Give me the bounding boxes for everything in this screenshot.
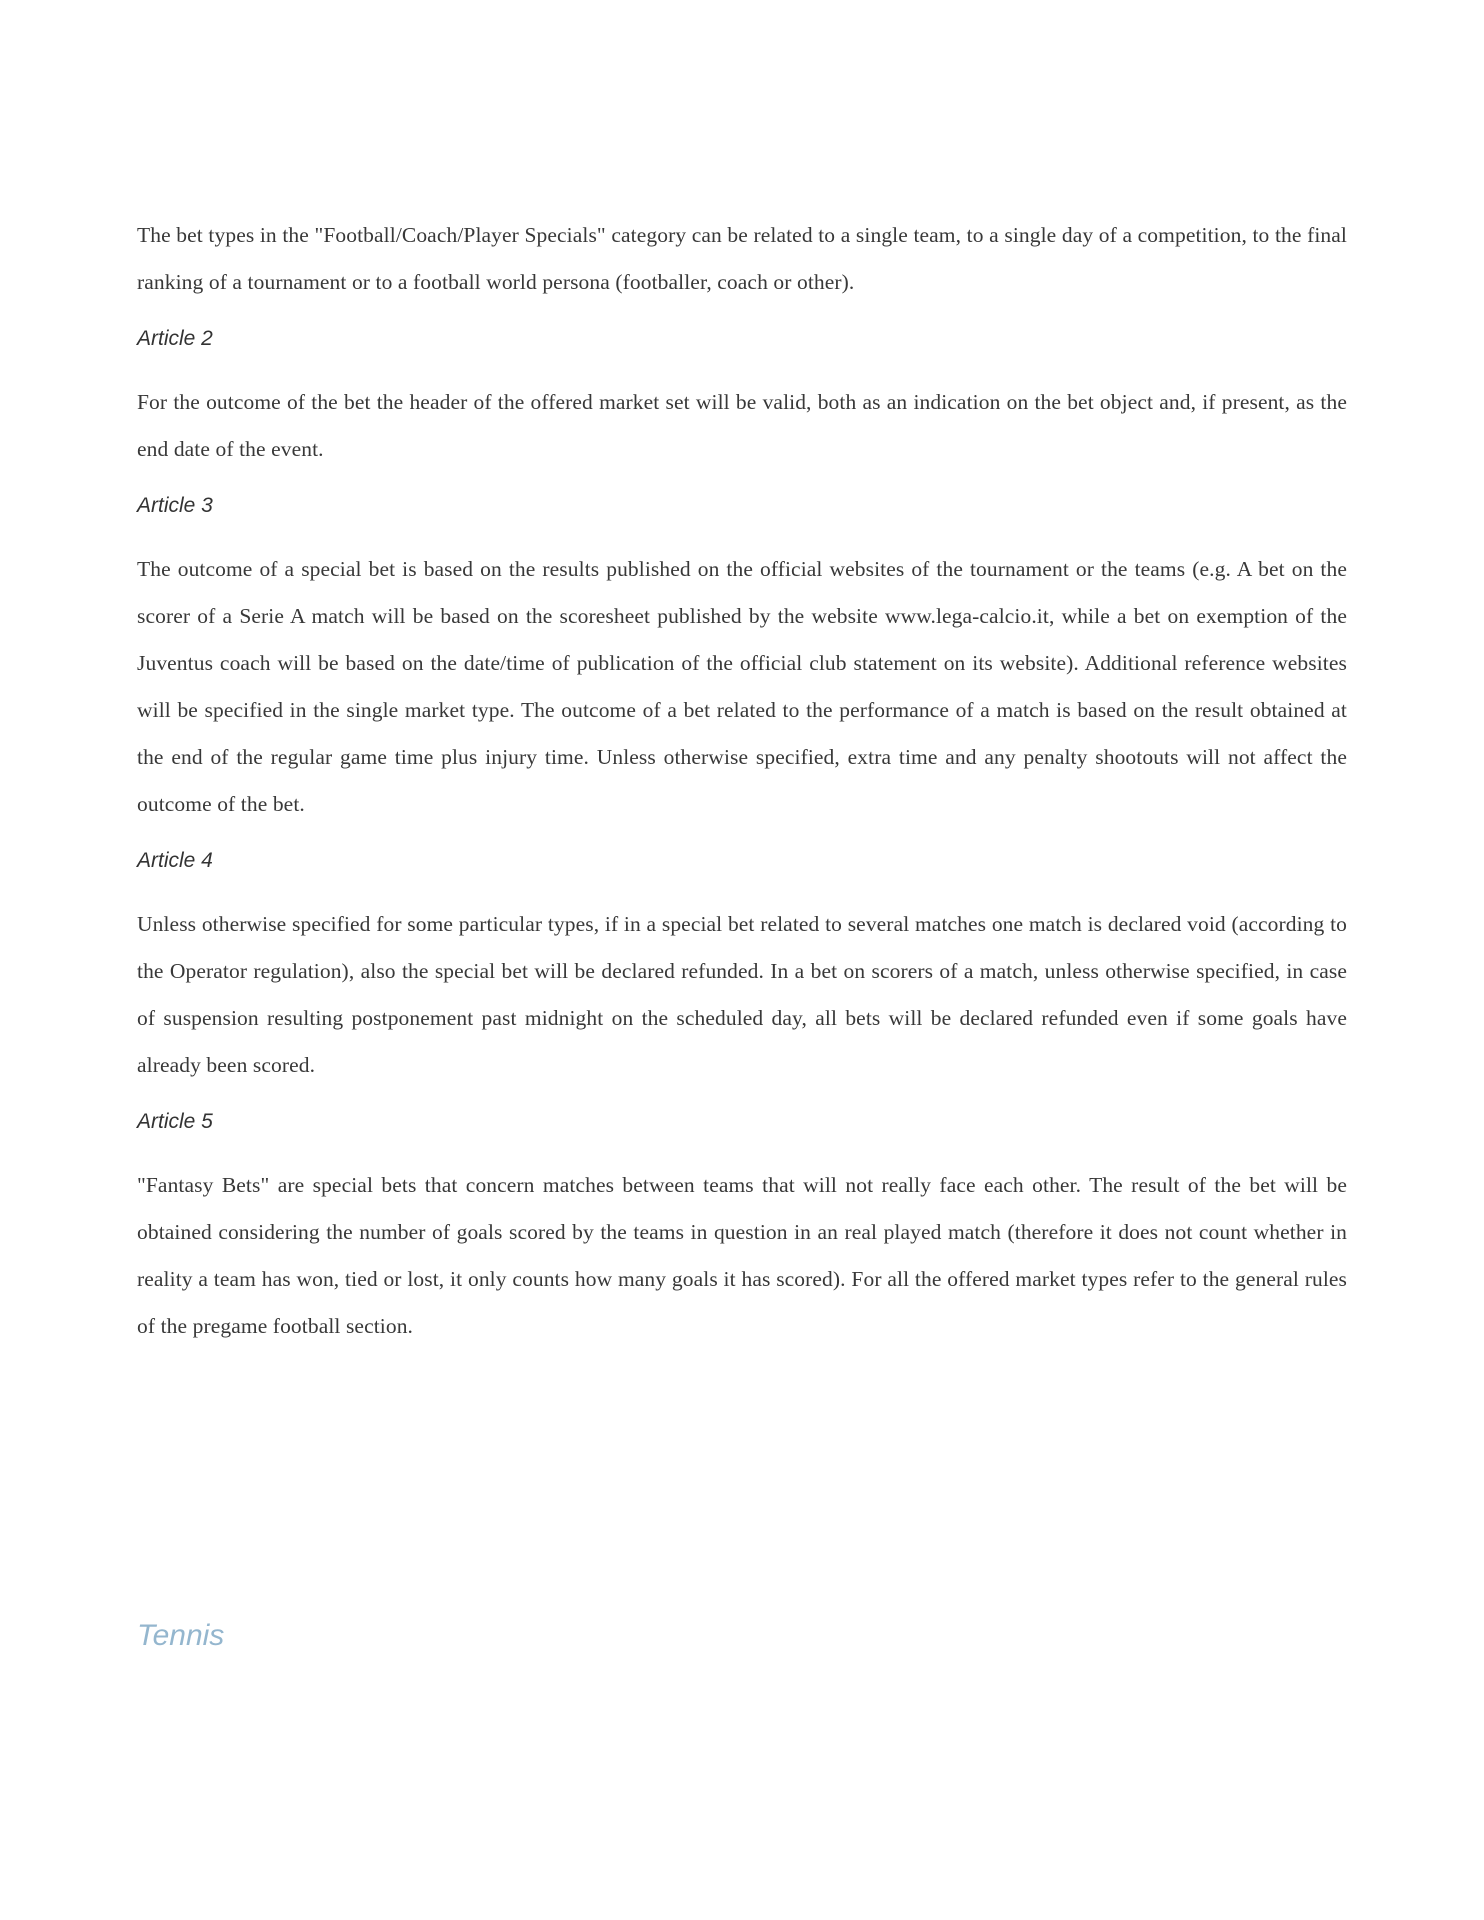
intro-paragraph: The bet types in the "Football/Coach/Player Specials" category can be related to a single team, to a single day of a competition, to the final ranking of a tournament or to a football world persona (footballer, coach or other). [137, 223, 1347, 294]
article-4-heading: Article 4 [137, 849, 213, 872]
article-5-paragraph: "Fantasy Bets" are special bets that concern matches between teams that will not really face each other. The result of the bet will be obtained considering the number of goals scored by the teams in question in an real played match (therefore it does not count whether in reality a team has won, tied or lost, it only counts how many goals it has scored). For all the offered market types refer to the general rules of the pregame football section. [137, 1173, 1347, 1338]
tennis-section-heading: Tennis [137, 1619, 225, 1652]
article-2-heading: Article 2 [137, 327, 213, 350]
article-3-heading: Article 3 [137, 494, 213, 517]
article-5-heading: Article 5 [137, 1110, 213, 1133]
article-4-paragraph: Unless otherwise specified for some particular types, if in a special bet related to several matches one match is declared void (according to the Operator regulation), also the special bet will be declared refunded. In a bet on scorers of a match, unless otherwise specified, in case of suspension resulting postponement past midnight on the scheduled day, all bets will be declared refunded even if some goals have already been scored. [137, 912, 1347, 1077]
article-3-paragraph: The outcome of a special bet is based on the results published on the official websites of the tournament or the teams (e.g. A bet on the scorer of a Serie A match will be based on the scoresheet published by the website www.lega-calcio.it, while a bet on exemption of the Juventus coach will be based on the date/time of publication of the official club statement on its website). Additional reference websites will be specified in the single market type. The outcome of a bet related to the performance of a match is based on the result obtained at the end of the regular game time plus injury time. Unless otherwise specified, extra time and any penalty shootouts will not affect the outcome of the bet. [137, 557, 1347, 816]
article-2-paragraph: For the outcome of the bet the header of the offered market set will be valid, both as an indication on the bet object and, if present, as the end date of the event. [137, 390, 1347, 461]
